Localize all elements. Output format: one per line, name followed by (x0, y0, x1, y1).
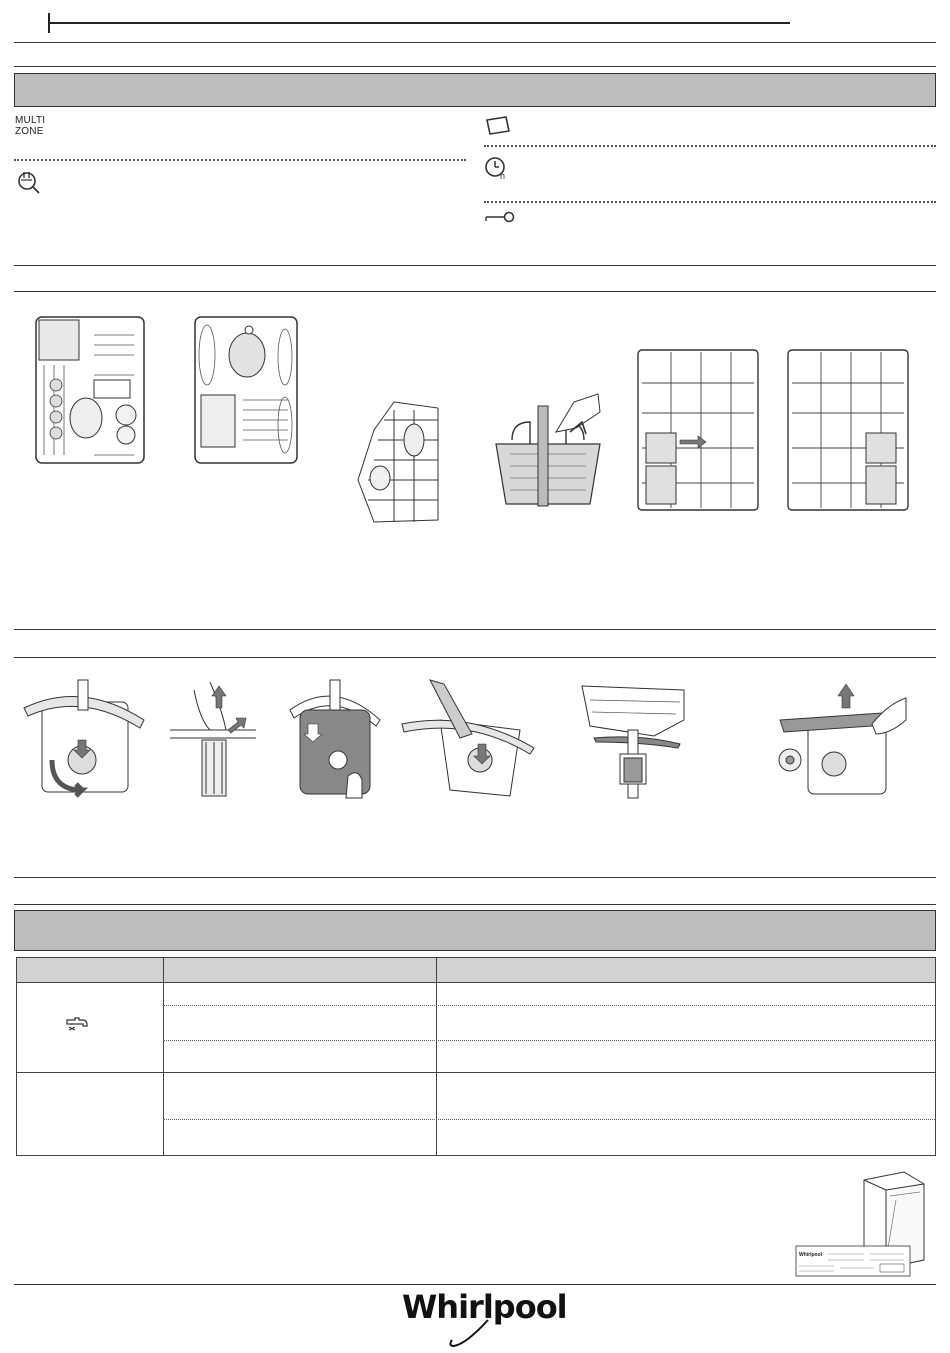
filter-plate-illustration (288, 680, 382, 800)
multizone-label-line2: ZONE (15, 126, 44, 137)
logo-swoosh (446, 1318, 506, 1348)
column-divider (436, 958, 437, 1155)
power-clean-icon (16, 170, 42, 196)
row-divider (163, 1005, 935, 1006)
table-header-row (17, 958, 935, 983)
multizone-label-line1: MULTI (15, 115, 46, 126)
upper-rack-adjust-left-illustration (636, 348, 760, 514)
dotted-separator (484, 201, 936, 203)
upper-spray-arm-illustration (580, 680, 690, 800)
divider (14, 66, 936, 67)
dotted-separator (484, 145, 936, 147)
top-rule-line (48, 22, 790, 24)
multizone-icon (15, 115, 45, 137)
delay-start-icon (484, 155, 512, 183)
row-divider (17, 1072, 935, 1073)
divider (14, 904, 936, 905)
divider (14, 877, 936, 878)
divider (14, 42, 936, 43)
divider (14, 657, 936, 658)
cutlery-basket-illustration (490, 392, 606, 508)
tablet-icon (484, 116, 512, 136)
dotted-separator (14, 159, 466, 161)
svg-text:Whirlpool: Whirlpool (799, 1252, 823, 1258)
row-divider (163, 1040, 935, 1041)
troubleshooting-header-band (14, 910, 936, 951)
upper-rack-adjust-right-illustration (786, 348, 910, 514)
row-divider (163, 1119, 935, 1120)
rating-plate-illustration (794, 1170, 936, 1280)
column-divider (163, 958, 164, 1155)
lower-basket-loading-illustration (34, 315, 146, 465)
divider (14, 629, 936, 630)
whirlpool-logo: Whirlpool (402, 1288, 567, 1326)
key-lock-icon (484, 210, 516, 224)
spray-arm-removal-illustration (22, 680, 146, 796)
troubleshooting-table (16, 957, 936, 1156)
lower-spray-arm-illustration (400, 680, 536, 798)
divider (14, 265, 936, 266)
top-spray-arm-removal-illustration (776, 684, 908, 798)
section-header-band (14, 73, 936, 107)
divider (14, 291, 936, 292)
upper-basket-loading-illustration (193, 315, 299, 465)
divider (14, 1284, 936, 1285)
basket-side-view-illustration (354, 400, 440, 525)
water-tap-icon (65, 1016, 89, 1032)
filter-removal-illustration (170, 680, 256, 798)
svg-text:h: h (500, 171, 506, 181)
